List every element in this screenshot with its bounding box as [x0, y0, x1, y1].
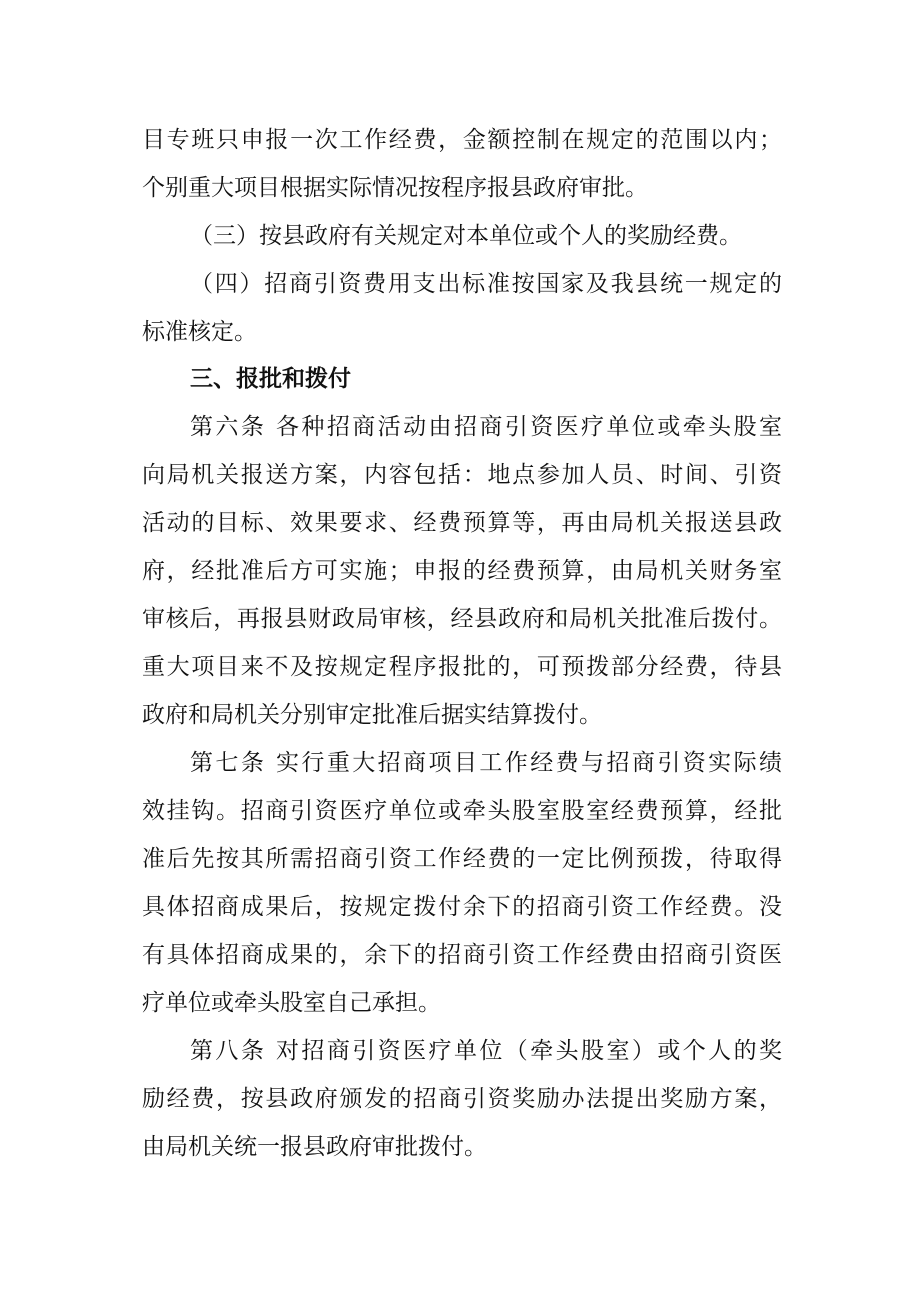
text-line: 疗单位或牵头股室自己承担。 [142, 990, 441, 1016]
text-line: 由局机关统一报县政府审批拨付。 [142, 1134, 487, 1160]
text-line: 政府和局机关分别审定批准后据实结算拨付。 [142, 702, 602, 728]
text-line: 效挂钩。招商引资医疗单位或牵头股室股室经费预算，经批 [142, 798, 782, 824]
text-line: 有具体招商成果的，余下的招商引资工作经费由招商引资医 [142, 942, 782, 968]
text-line: 目专班只申报一次工作经费，金额控制在规定的范围以内； [142, 127, 782, 153]
section-heading: 三、报批和拨付 [190, 366, 351, 392]
text-line: 第八条 对招商引资医疗单位（牵头股室）或个人的奖 [190, 1038, 782, 1064]
text-line: 第六条 各种招商活动由招商引资医疗单位或牵头股室 [190, 414, 782, 440]
text-line: （三）按县政府有关规定对本单位或个人的奖励经费。 [190, 223, 742, 249]
text-line: 活动的目标、效果要求、经费预算等，再由局机关报送县政 [142, 510, 782, 536]
text-line: 第七条 实行重大招商项目工作经费与招商引资实际绩 [190, 750, 782, 776]
text-line: 具体招商成果后，按规定拨付余下的招商引资工作经费。没 [142, 894, 782, 920]
text-line: （四）招商引资费用支出标准按国家及我县统一规定的 [190, 271, 782, 297]
text-line: 重大项目来不及按规定程序报批的，可预拨部分经费，待县 [142, 654, 782, 680]
text-line: 标准核定。 [142, 319, 257, 345]
text-line: 向局机关报送方案，内容包括：地点参加人员、时间、引资 [142, 462, 782, 488]
text-line: 府，经批准后方可实施；申报的经费预算，由局机关财务室 [142, 558, 782, 584]
text-line: 个别重大项目根据实际情况按程序报县政府审批。 [142, 175, 648, 201]
text-line: 励经费，按县政府颁发的招商引资奖励办法提出奖励方案， [142, 1086, 782, 1112]
text-line: 准后先按其所需招商引资工作经费的一定比例预拨，待取得 [142, 846, 782, 872]
text-line: 审核后，再报县财政局审核，经县政府和局机关批准后拨付。 [142, 606, 782, 632]
